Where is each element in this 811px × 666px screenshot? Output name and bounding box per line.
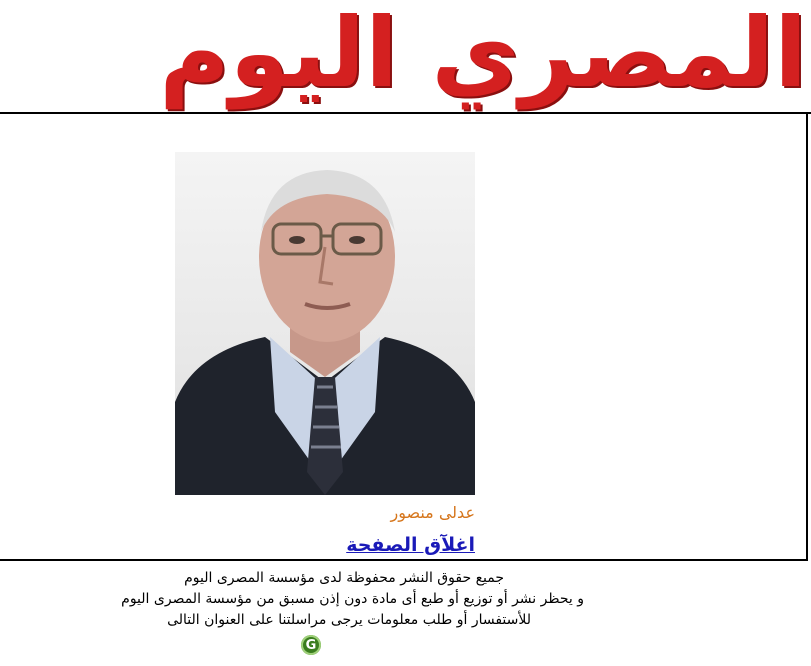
- footer-line-contact: للأستفسار أو طلب معلومات يرجى مراسلتنا على العنوان التالى: [167, 612, 531, 628]
- portrait-photo: [175, 152, 475, 495]
- close-page-link[interactable]: اغلآق الصفحة: [346, 534, 475, 556]
- footer-line-restriction: و يحظر نشر أو توزيع أو طبع أى مادة دون إذن مسبق من مؤسسة المصرى اليوم: [121, 591, 584, 607]
- site-logo[interactable]: [159, 0, 811, 112]
- photo-caption: عدلى منصور: [390, 503, 475, 522]
- site-logo-text: المصري اليوم: [159, 0, 807, 109]
- footer-line-copyright: جميع حقوق النشر محفوظة لدى مؤسسة المصرى اليوم: [184, 570, 504, 586]
- g-badge-icon[interactable]: G: [301, 635, 321, 655]
